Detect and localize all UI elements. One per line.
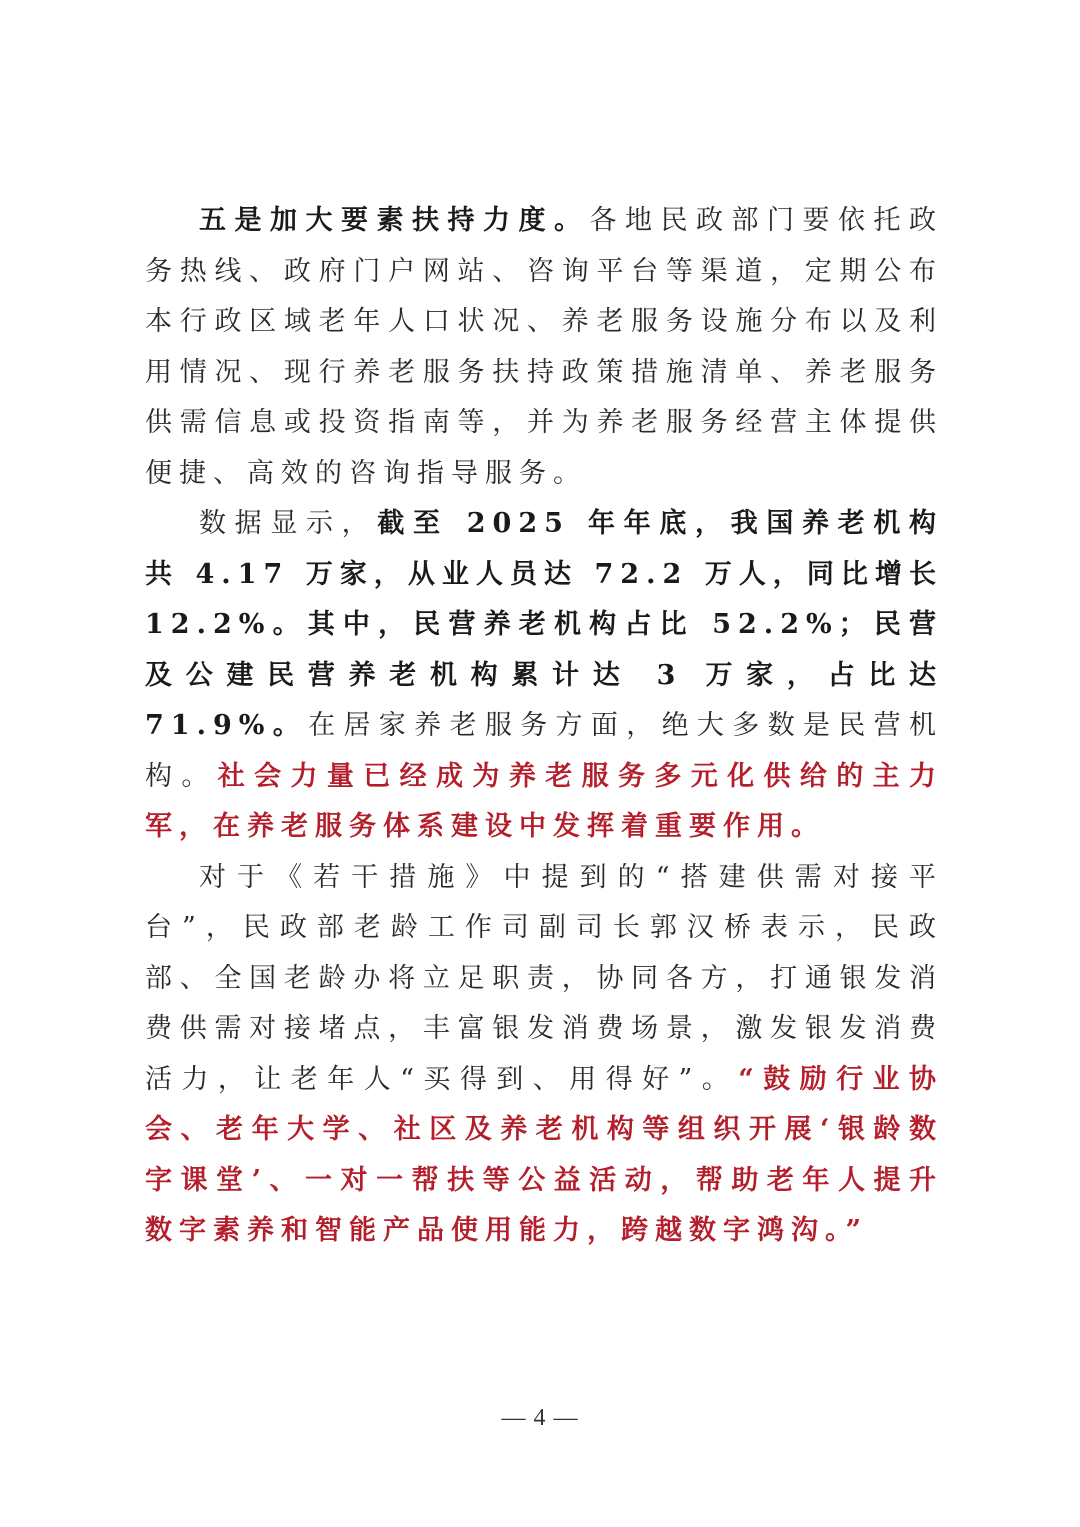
body-text (145, 196, 943, 1257)
paragraph-statistics (145, 499, 943, 853)
highlight-red-text: 社会力量已经成为养老服务多元化供给的主力军，在养老服务体系建设中发挥着重要作用。 (145, 760, 944, 842)
paragraph-body-text: 各地民政部门要依托政务热线、政府门户网站、咨询平台等渠道，定期公布本行政区域老年人口状况、养老服务设施分布以及利用情况、现行养老服务扶持政策措施清单、养老服务供需信息或投资指南等，并为养老服务经营主体提供便捷、高效的咨询指导服务。 (145, 205, 943, 489)
paragraph-body-text: 对于《若干措施》中提到的“搭建供需对接平台”，民政部老龄工作司副司长郭汉桥表示，民政部、全国老龄办将立足职责，协同各方，打通银发消费供需对接堵点，丰富银发消费场景，激发银发消费活力，让老年人“买得到、用得好”。 (145, 861, 943, 1095)
paragraph-body-text: 在居家养老服务方面，绝大多数是民营机构。 (145, 710, 943, 792)
paragraph-lead-heading: 五是加大要素扶持力度。 (199, 205, 590, 236)
statistics-bold-text: 截至 2025 年年底，我国养老机构共 4.17 万家，从业人员达 72.2 万人，同比增长 12.2%。其中，民营养老机构占比 52.2%；民营及公建民营养老机构累计达 3 万家，占比达 71.9%。 (145, 508, 944, 741)
highlight-red-quote: “鼓励行业协会、老年大学、社区及养老机构等组织开展‘银龄数字课堂’、一对一帮扶等公益活动，帮助老年人提升数字素养和智能产品使用能力，跨越数字鸿沟。” (145, 1063, 944, 1246)
paragraph-supply-demand (145, 853, 943, 1257)
paragraph-factor-support (145, 196, 943, 499)
paragraph-intro-text: 数据显示， (199, 508, 378, 539)
page-number: — 4 — (501, 1405, 579, 1431)
